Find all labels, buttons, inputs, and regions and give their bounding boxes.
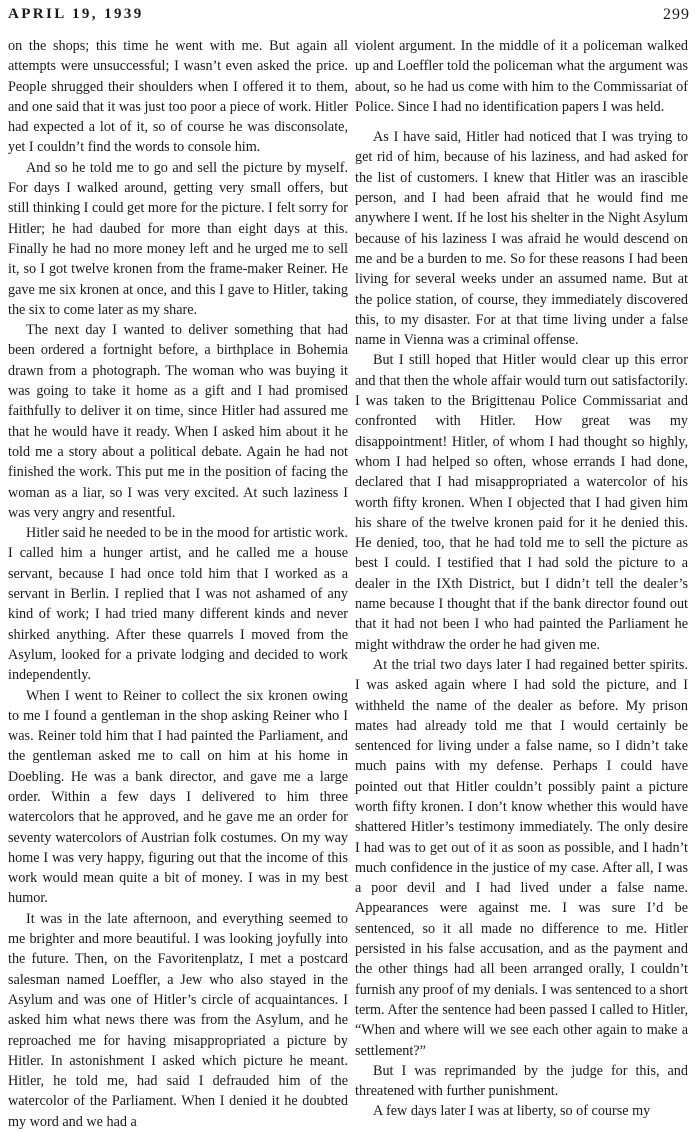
right-column [355,36,688,1122]
paragraph: When I went to Reiner to collect the six kronen owing to me I found a gentleman in the shop asking Reiner who I was. Reiner told him that I had painted the Parliament, and the gentleman asked me to call on him at his home in Doebling. He was a bank director, and gave me a large order. Within a few days I delivered to him three watercolors that he approved, and he gave me an order for seventy watercolors of Austrian folk costumes. On my way home I was very happy, figuring out that the income of this work would mean quite a bit of money. I was in my best humor. [8,687,348,907]
page-header [8,6,690,34]
paragraph: As I have said, Hitler had noticed that I was trying to get rid of him, because of his laziness, and had asked for the list of customers. I knew that Hitler was an irascible person, and I had been afraid that he would find me anywhere I went. If he lost his shelter in the Night Asylum because of his laziness I was afraid he would descend on me and be a burden to me. So for these reasons I had been living for several weeks under an assumed name. But at the police station, of course, they immediately discovered this, to my disaster. For at that time living under a false name in Vienna was a criminal offense. [355,129,688,349]
paragraph: But I still hoped that Hitler would clear up this error and that then the whole affair would turn out satisfactorily. I was taken to the Brigittenau Police Commissariat and confronted with Hitler. How great was my disappointment! Hitler, of whom I had thought so highly, whom I had helped so often, whose errands I had done, declared that I had misappropriated a watercolor of his worth fifty kronen. When I objected that I had given him his share of the twelve kronen paid for it he denied this. He denied, too, that he had told me to sell the picture as best I could. I testified that I had sold the picture to a dealer in the IXth District, but I didn’t tell the dealer’s name because I thought that if the bank director found out that it had not been I who had painted the Parliament he might withdraw the order he had given me. [355,352,688,653]
paragraph: A few days later I was at liberty, so of course my [373,1103,651,1120]
paragraph: violent argument. In the middle of it a policeman walked up and Loeffler told the policeman what the argument was about, so he had us come with him to the Commissariat of Police. Since I had no identification papers I was held. [355,38,688,115]
page-number: 299 [663,6,690,23]
paragraph: on the shops; this time he went with me. But again all attempts were unsuccessful; I wasn’t even asked the price. People shrugged their shoulders when I offered it to them, and one said that it was just too poor a piece of work. Hitler had expected a lot of it, so of course he was disconsolate, yet I couldn’t find the words to console him. [8,38,348,156]
paragraph: But I was reprimanded by the judge for this, and threatened with further punishment. [355,1062,688,1100]
left-column [8,36,348,1132]
paragraph-gap [355,117,688,127]
paragraph: The next day I wanted to deliver something that had been ordered a fortnight before, a birthplace in Bohemia drawn from a photograph. The woman who was buying it was going to take it home as a gift and I had promised faithfully to deliver it on time, since Hitler had assured me that he would have it ready. When I asked him about it he told me a story about a political debate. Again he had not finished the work. This put me in the position of facing the woman as a liar, so I was very excited. At such laziness I was very angry and resentful. [8,322,348,521]
paragraph: It was in the late afternoon, and everything seemed to me brighter and more beautiful. I was looking joyfully into the future. Then, on the Favoritenplatz, I met a postcard salesman named Loeffler, a Jew who also stayed in the Asylum and was one of Hitler’s circle of acquaintances. I asked him what news there was from the Asylum, and he reproached me for having misappropriated a picture by Hitler. In astonishment I asked which picture he meant. Hitler, he told me, had said I defrauded him of the watercolor of the Parliament. When I denied it he doubted my word and we had a [8,910,348,1130]
paragraph: At the trial two days later I had regained better spirits. I was asked again where I had sold the picture, and I withheld the name of the dealer as before. My prison mates had already told me that I would certainly be sentenced for living under a false name, so I didn’t take much pains with my defense. Perhaps I could have pointed out that Hitler couldn’t possibly paint a picture worth fifty kronen. I don’t know whether this would have shattered Hitler’s testimony immediately. The only desire I had was to get out of it as soon as possible, and I hadn’t much confidence in the justice of my case. After all, I was a poor devil and I had lived under a false name. Appearances were against me. I was sure I’d be sentenced, so it all made no difference to me. Hitler persisted in his false accusation, and as the payment and the other things had all been arranged orally, I couldn’t furnish any proof of my denials. I was sentenced to a short term. After the sentence had been passed I called to Hitler, “When and where will we see each other again to make a settlement?” [355,656,688,1059]
paragraph: Hitler said he needed to be in the mood for artistic work. I called him a hunger artist, and he called me a house servant, because I had once told him that I worked as a servant in Berlin. I replied that I was not ashamed of any kind of work; I had tried many different kinds and never shirked anything. After these quarrels I moved from the Asylum, looked for a private lodging and decided to work independently. [8,525,348,684]
issue-date: APRIL 19, 1939 [8,6,144,22]
paragraph: And so he told me to go and sell the picture by myself. For days I walked around, getting very small offers, but still thinking I could get more for the picture. I felt sorry for Hitler; he had daubed for more than eight days at this. Finally he had no more money left and he urged me to sell it, so I got twelve kronen from the frame-maker Reiner. He gave me six kronen at once, and this I gave to Hitler, taking the six to come later as my share. [8,159,349,318]
